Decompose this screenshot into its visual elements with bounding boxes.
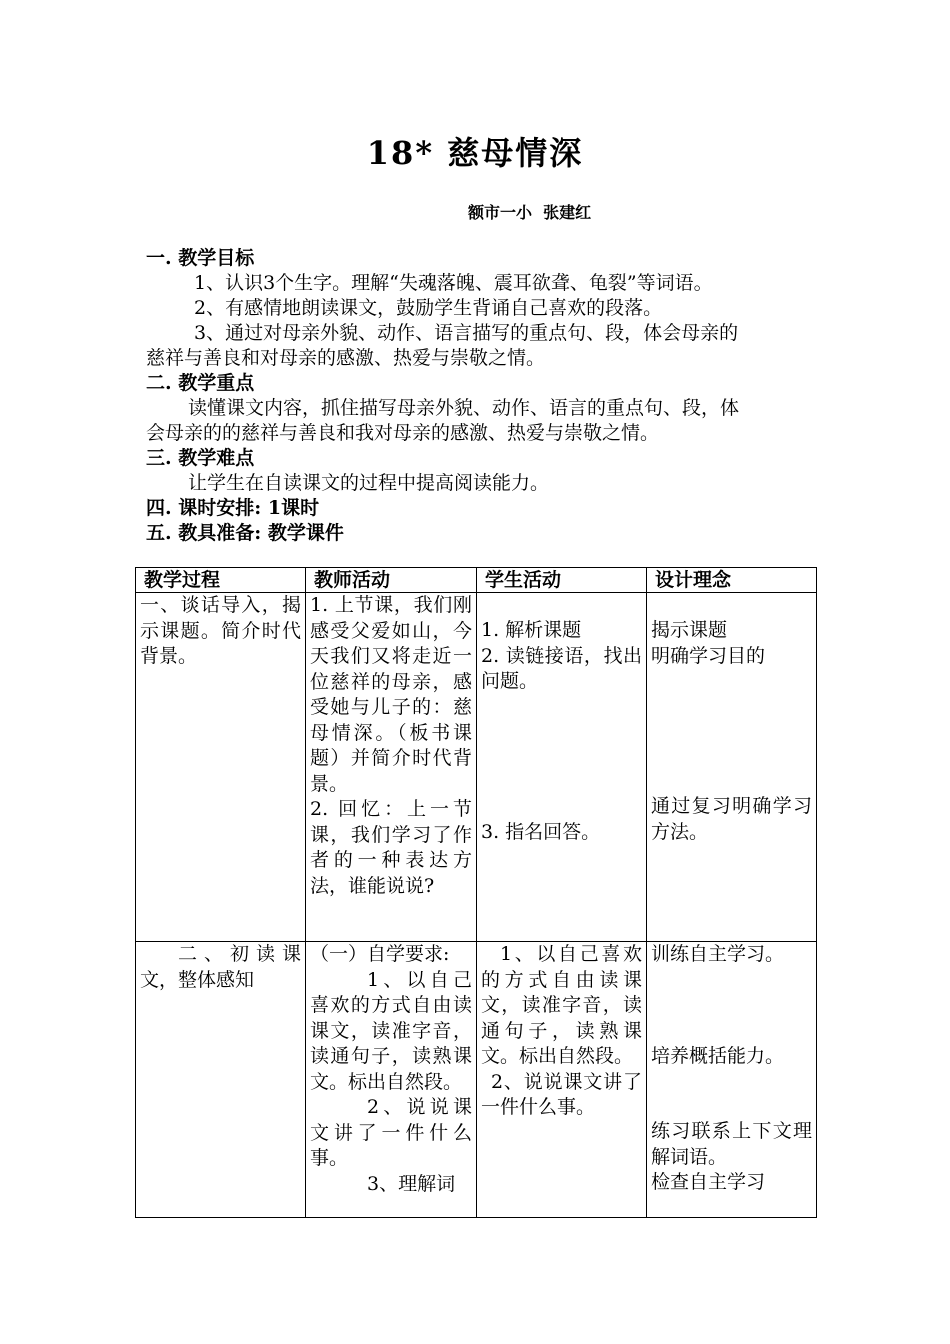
student-activity: 1. 解析课题 — [481, 619, 582, 641]
table-row — [136, 942, 817, 1218]
difficulty-heading: 三. 教学难点 — [146, 447, 255, 469]
header-idea: 设计理念 — [647, 568, 817, 593]
lesson-plan-table — [135, 567, 817, 1218]
process-cell — [136, 942, 306, 1218]
design-idea: 训练自主学习。 — [651, 943, 785, 965]
header-process: 教学过程 — [136, 568, 306, 593]
idea-cell — [647, 593, 817, 942]
design-idea: 揭示课题 — [651, 619, 728, 641]
key-points-text: 会母亲的的慈祥与善良和我对母亲的感激、热爱与崇敬之情。 — [146, 422, 660, 444]
student-activity: 2. 读链接语，找出问题。 — [481, 644, 642, 692]
student-cell — [477, 942, 647, 1218]
design-idea: 检查自主学习 — [651, 1171, 766, 1193]
objective-item: 2、有感情地朗读课文，鼓励学生背诵自己喜欢的段落。 — [194, 297, 663, 319]
design-idea: 明确学习目的 — [651, 644, 766, 667]
process-cell — [136, 593, 306, 942]
teacher-activity: 1. 上节课，我们刚感受父爱如山，今天我们又将走近一位慈祥的母亲，感受她与儿子的：慈母情深。（板书课题）并简介时代背景。 — [310, 594, 472, 795]
table-row — [136, 593, 817, 942]
schedule-line: 四. 课时安排: 1课时 — [146, 497, 320, 519]
author-line: 额市一小 张建红 — [468, 203, 592, 222]
idea-cell — [647, 942, 817, 1218]
table-header-row — [136, 568, 817, 593]
teacher-cell — [306, 593, 477, 942]
teacher-activity: 2. 回忆：上一节课，我们学习了作者的一种表达方法，谁能说说? — [310, 798, 472, 897]
student-cell — [477, 593, 647, 942]
design-idea: 培养概括能力。 — [651, 1044, 785, 1067]
design-idea: 通过复习明确学习方法。 — [651, 795, 812, 843]
objective-item: 1、认识3个生字。理解“失魂落魄、震耳欲聋、龟裂”等词语。 — [194, 272, 713, 294]
process-text: 二、初读课文，整体感知 — [140, 943, 301, 991]
teacher-activity: 3、理解词 — [367, 1172, 456, 1195]
teacher-activity: 2、说说课文讲了一件什么事。 — [310, 1096, 472, 1169]
teacher-cell — [306, 942, 477, 1218]
student-activity: 3. 指名回答。 — [481, 820, 601, 843]
materials-line: 五. 教具准备: 教学课件 — [146, 522, 344, 544]
student-activity: 2、说说课文讲了一件什么事。 — [481, 1070, 642, 1118]
objective-item-continued: 慈祥与善良和对母亲的感激、热爱与崇敬之情。 — [146, 347, 546, 369]
page-title: 18* 慈母情深 — [366, 134, 584, 172]
process-text: 一、谈话导入，揭示课题。简介时代背景。 — [140, 594, 301, 667]
key-points-text: 读懂课文内容，抓住描写母亲外貌、动作、语言的重点句、段，体 — [188, 397, 740, 419]
teacher-activity: （一）自学要求: — [310, 943, 450, 965]
objective-item: 3、通过对母亲外貌、动作、语言描写的重点句、段，体会母亲的 — [194, 322, 739, 344]
teacher-activity: 1、以自己喜欢的方式自由读课文，读准字音，读通句子，读熟课文。标出自然段。 — [310, 968, 472, 1093]
header-teacher: 教师活动 — [306, 568, 477, 593]
key-points-heading: 二. 教学重点 — [146, 372, 255, 394]
header-student: 学生活动 — [477, 568, 647, 593]
objectives-heading: 一. 教学目标 — [146, 247, 255, 269]
design-idea: 练习联系上下文理解词语。 — [651, 1120, 812, 1168]
student-activity: 1、以自己喜欢的方式自由读课文，读准字音，读通句子，读熟课文。标出自然段。 — [481, 943, 642, 1067]
difficulty-text: 让学生在自读课文的过程中提高阅读能力。 — [188, 472, 550, 494]
